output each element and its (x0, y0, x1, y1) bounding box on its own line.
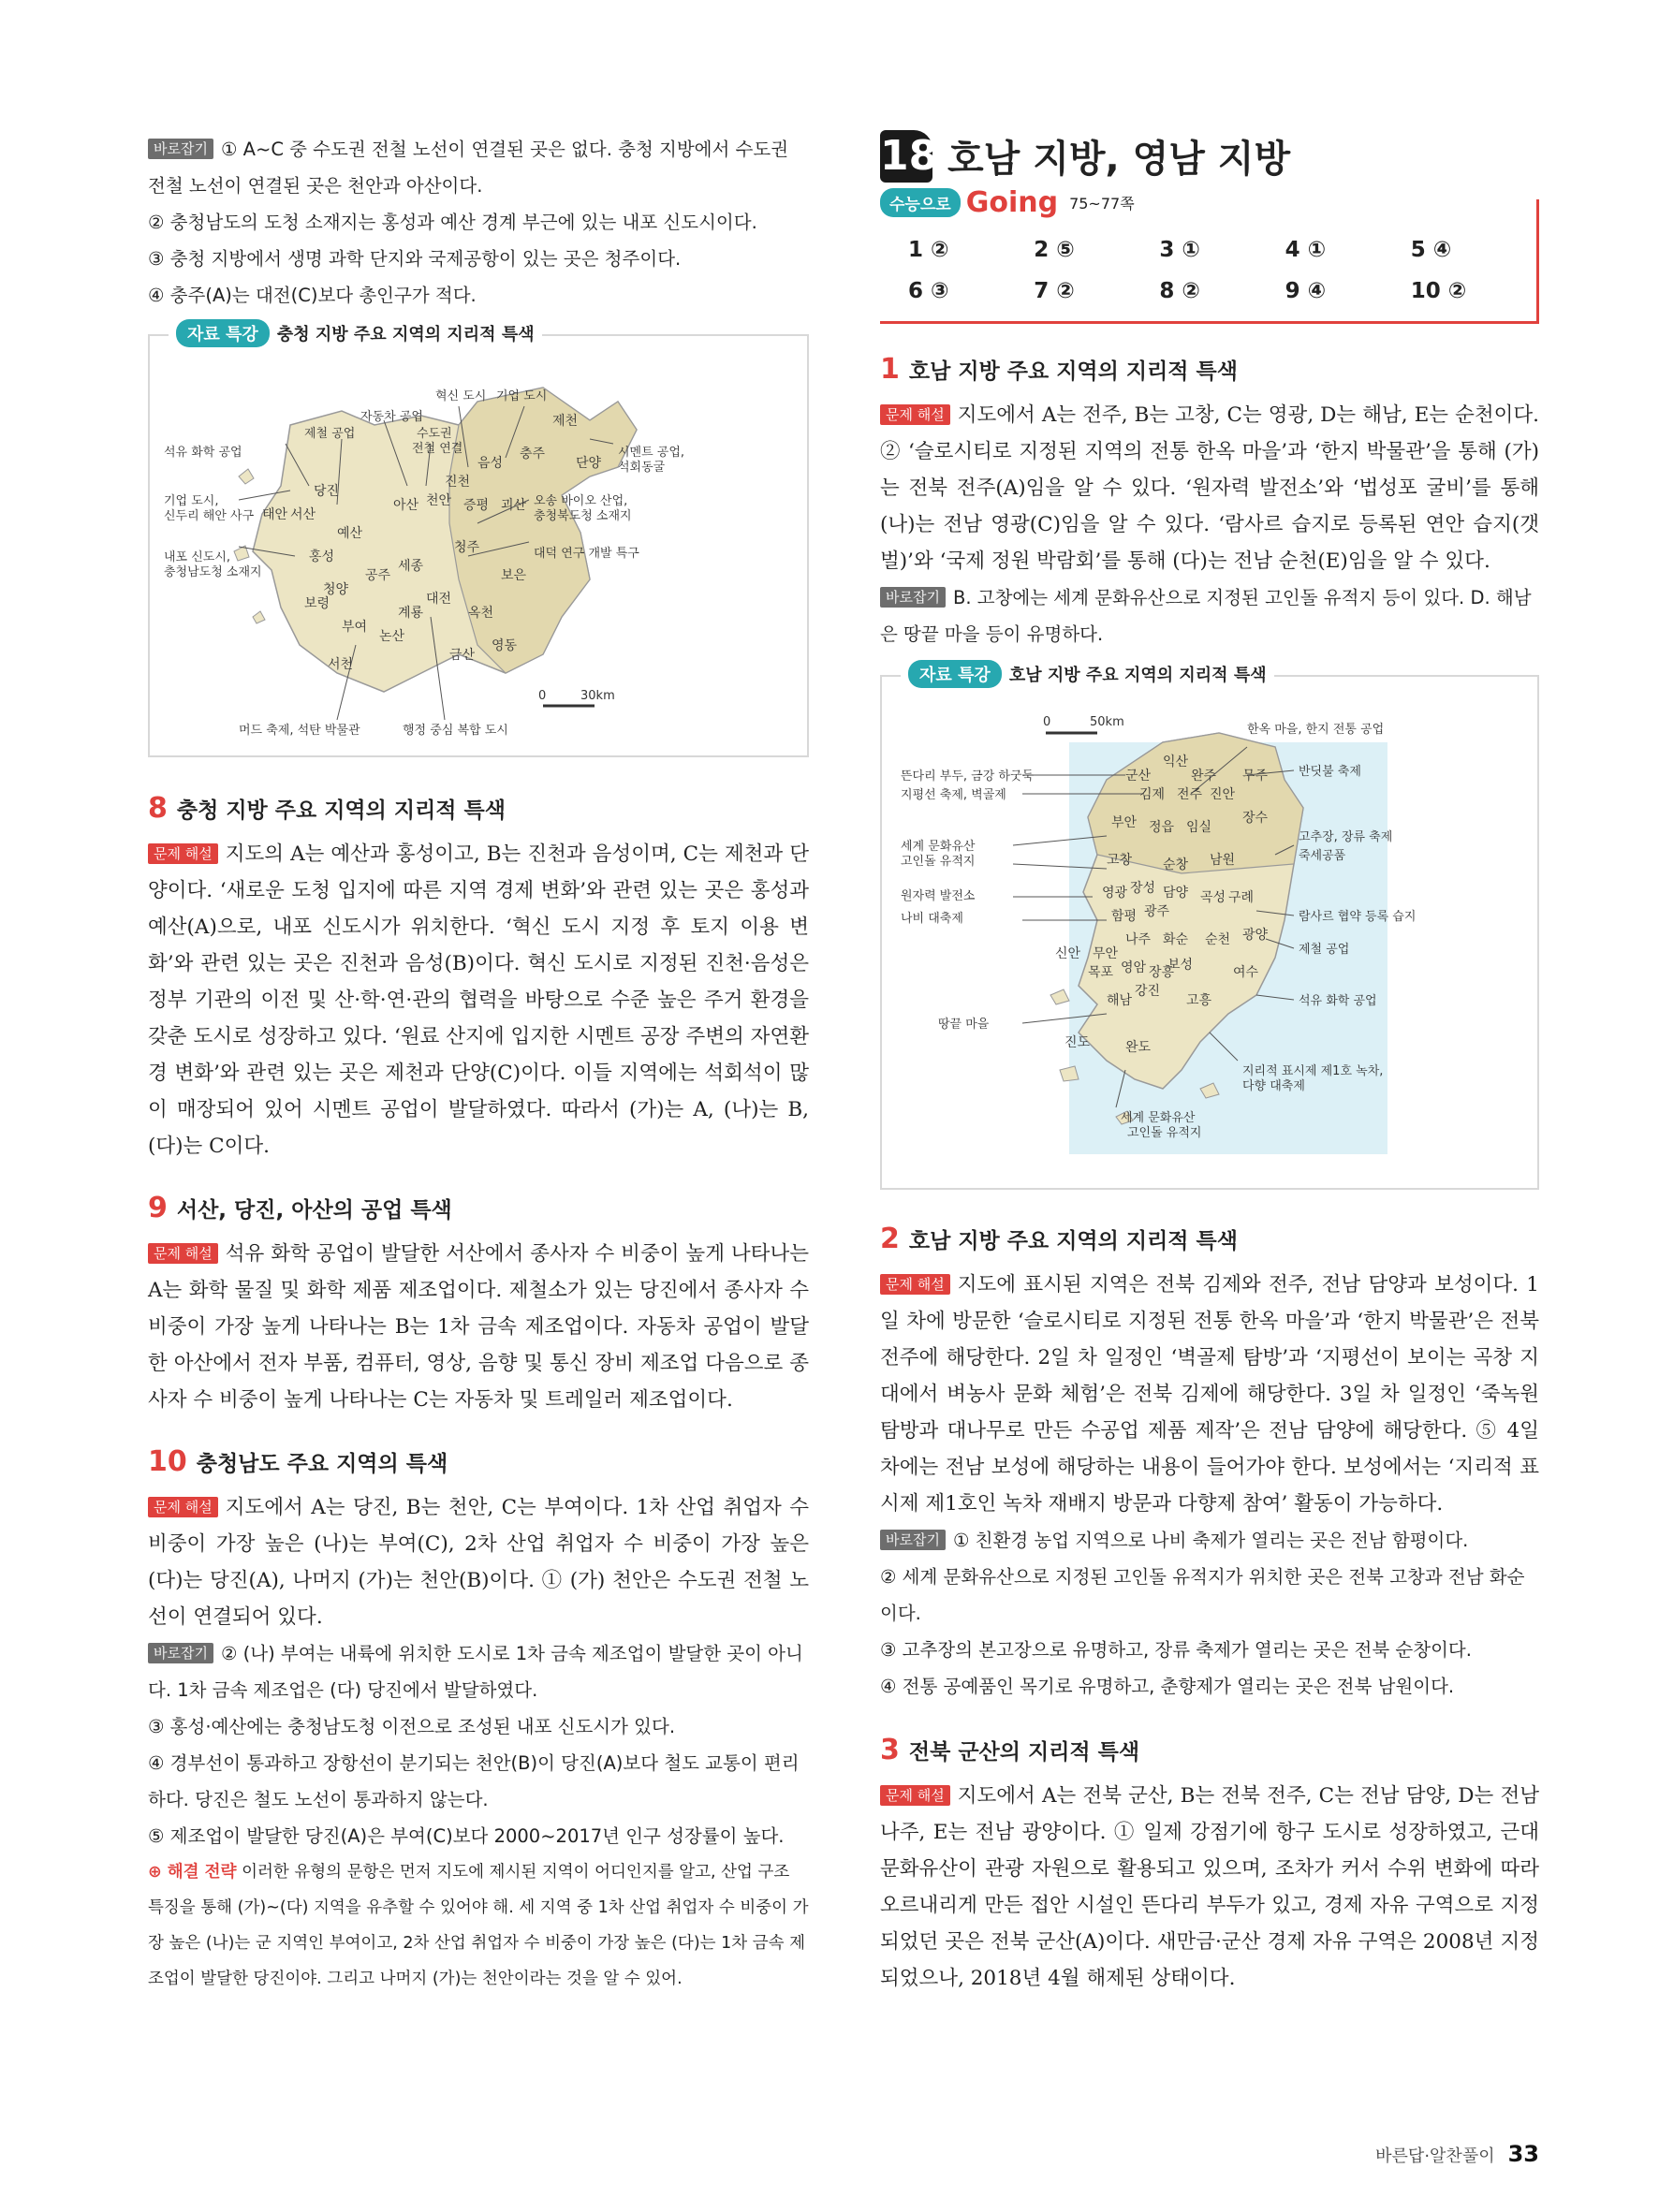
map-label: 다향 대축제 (1242, 1079, 1305, 1093)
unit-header (880, 129, 1539, 183)
city-label: 순창 (1163, 857, 1189, 872)
section-number: 10 (148, 1445, 187, 1478)
answer-item: 9 ④ (1285, 279, 1327, 303)
city-label: 고창 (1107, 853, 1133, 868)
city-label: 영동 (492, 638, 518, 653)
city-label: 함평 (1111, 909, 1138, 924)
section-number: 8 (148, 792, 168, 825)
section-number: 2 (880, 1223, 900, 1255)
city-label: 충주 (520, 447, 546, 461)
city-label: 김제 (1139, 787, 1166, 802)
city-label: 논산 (379, 629, 405, 644)
city-label: 완주 (1191, 769, 1217, 784)
map-label: 대덕 연구 개발 특구 (534, 547, 639, 561)
section-title: 충청 지방 주요 지역의 지리적 특색 (176, 798, 506, 823)
map-label: 수도권 (417, 427, 452, 441)
city-label: 청주 (454, 540, 480, 555)
section-number: 3 (880, 1734, 900, 1766)
city-label: 무주 (1242, 769, 1269, 784)
chungcheong-map-panel (148, 325, 809, 757)
map-label: 람사르 협약 등록 습지 (1299, 910, 1417, 924)
answer-item: 7 ② (1034, 279, 1075, 303)
note-line: ① 친환경 농업 지역으로 나비 축제가 열리는 곳은 전남 함평이다. (952, 1530, 1469, 1551)
page-number: 33 (1507, 2141, 1539, 2167)
material-tag: 자료 특강 (908, 660, 1002, 688)
city-label: 세종 (398, 559, 424, 574)
map-label: 원자력 발전소 (901, 889, 976, 903)
city-label: 옥천 (468, 606, 494, 621)
city-label: 남원 (1210, 853, 1236, 868)
city-label: 예산 (337, 526, 363, 541)
city-label: 광양 (1242, 928, 1269, 943)
answer-grid (880, 231, 1536, 310)
answer-item: 10 ② (1410, 279, 1467, 303)
answer-item: 4 ① (1285, 238, 1327, 262)
city-label: 부여 (342, 620, 368, 635)
city-label: 나주 (1125, 932, 1152, 947)
city-label: 금산 (449, 648, 476, 663)
city-label: 장수 (1242, 811, 1269, 826)
city-label: 구례 (1228, 890, 1255, 905)
section-body: 지도의 A는 예산과 홍성이고, B는 진천과 음성이며, C는 제천과 단양이다. ‘새로운 도청 입지에 따른 지역 경제 변화’와 관련 있는 곳은 홍성과 예산(A)으로, 내포 신도시가 위치한다. ‘혁신 도시 지정 후 토지 이용 변화’와 관련 있는 곳은 진천과 음성(B)이다. 혁신 도시로 지정된 진천·음성은 정부 기관의 이전 및 산·학·연·관의 협력을 바탕으로 수준 높은 주거 환경을 갖춘 도시로 성장하고 있다. ‘원료 산지에 입지한 시멘트 공장 주변의 자연환경 변화’와 관련 있는 곳은 제천과 단양(C)이다. 이들 지역에는 석회석이 많이 매장되어 있어 시멘트 공업이 발달하였다. 따라서 (가)는 A, (나)는 B, (다)는 C이다. (148, 842, 809, 1158)
map-label: 0 (538, 689, 547, 703)
city-label: 신안 (1055, 946, 1081, 961)
section-number: 1 (880, 353, 900, 386)
city-label: 공주 (365, 568, 391, 583)
note-line: ④ 충주(A)는 대전(C)보다 총인구가 적다. (148, 285, 477, 306)
right-column (880, 129, 1539, 1997)
city-label: 태안 (262, 507, 288, 522)
city-label: 임실 (1186, 820, 1212, 835)
map-label: 땅끝 마을 (938, 1018, 990, 1032)
map-label: 세계 문화유산 (901, 840, 976, 854)
map-label: 신두리 해안 사구 (164, 509, 255, 523)
map-label: 한옥 마을, 한지 전통 공업 (1247, 723, 1385, 737)
city-label: 고흥 (1186, 993, 1212, 1008)
city-label: 당진 (314, 484, 340, 499)
city-label: 보성 (1167, 958, 1194, 973)
note-line: ② 충청남도의 도청 소재지는 홍성과 예산 경계 부근에 있는 내포 신도시이다. (148, 212, 757, 233)
section-r3 (880, 1733, 1539, 1997)
map-label: 세계 문화유산 (1121, 1111, 1196, 1125)
city-label: 홍성 (309, 549, 335, 564)
answer-item: 3 ① (1159, 238, 1200, 262)
map-label: 반딧불 축제 (1299, 765, 1361, 779)
section-title: 충청남도 주요 지역의 특색 (196, 1452, 448, 1476)
city-label: 광주 (1144, 904, 1170, 919)
unit-title: 호남 지방, 영남 지방 (947, 138, 1291, 181)
city-label: 완도 (1125, 1040, 1152, 1055)
city-label: 괴산 (501, 498, 527, 513)
city-label: 대전 (426, 592, 452, 607)
material-tag: 자료 특강 (176, 319, 270, 347)
note-line: ③ 고추장의 본고장으로 유명하고, 장류 축제가 열리는 곳은 전북 순창이다. (880, 1639, 1472, 1661)
city-label: 장성 (1130, 881, 1156, 896)
city-label: 음성 (477, 456, 504, 471)
city-label: 청양 (323, 582, 349, 597)
note-line: ④ 전통 공예품인 목기로 유명하고, 춘향제가 열리는 곳은 전북 남원이다. (880, 1676, 1455, 1697)
map-label: 오송 바이오 산업, (534, 494, 628, 508)
city-label: 서산 (290, 507, 316, 522)
map-label: 제철 공업 (1299, 943, 1350, 957)
section-body: 지도에서 A는 전북 군산, B는 전북 전주, C는 전남 담양, D는 전남 나주, E는 전남 광양이다. ① 일제 강점기에 항구 도시로 성장하였고, 근대 문화유산이 관광 자원으로 활용되고 있으며, 조차가 커서 수위 변화에 따라 오르내리게 만든 접안 시설인 뜬다리 부두가 있고, 경제 자유 구역으로 지정되었던 곳은 전북 군산(A)이다. 새만금·군산 경제 자유 구역은 2008년 지정되었으나, 2018년 4월 해제된 상태이다. (880, 1784, 1539, 1990)
section-title: 전북 군산의 지리적 특색 (908, 1740, 1140, 1765)
chungbuk-shade (449, 388, 637, 673)
answer-item: 5 ④ (1410, 238, 1452, 262)
city-label: 아산 (393, 498, 419, 513)
section-number: 9 (148, 1192, 168, 1224)
chungcheong-map (150, 336, 807, 752)
answer-item: 1 ② (908, 238, 949, 262)
correction-tag: 바로잡기 (148, 1643, 213, 1663)
city-label: 제천 (552, 414, 579, 429)
map-title: 충청 지방 주요 지역의 지리적 특색 (276, 325, 535, 344)
map-title: 호남 지방 주요 지역의 지리적 특색 (1008, 666, 1267, 685)
city-label: 진도 (1064, 1035, 1091, 1050)
note-line: ③ 홍성·예산에는 충청남도청 이전으로 조성된 내포 신도시가 있다. (148, 1716, 676, 1737)
explanation-tag: 문제 해설 (148, 1497, 218, 1517)
map-label: 전철 연결 (412, 442, 463, 456)
explanation-tag: 문제 해설 (880, 404, 950, 425)
city-label: 순천 (1205, 932, 1231, 947)
map-label: 뜬다리 부두, 금강 하굿둑 (901, 769, 1035, 784)
map-label: 고인돌 유적지 (901, 855, 976, 869)
map-label: 충청북도청 소재지 (534, 509, 632, 523)
explanation-tag: 문제 해설 (148, 843, 218, 864)
map-label: 내포 신도시, (164, 550, 231, 564)
section-r1 (880, 352, 1539, 652)
answer-item: 8 ② (1159, 279, 1200, 303)
strategy-text: 이러한 유형의 문항은 먼저 지도에 제시된 지역이 어디인지를 알고, 산업 구조 특징을 통해 (가)~(다) 지역을 유추할 수 있어야 해. 세 지역 중 1차 산업 취업자 수 비중이 가장 높은 (나)는 군 지역인 부여이고, 2차 산업 취업자 수 비중이 가장 높은 (다)는 1차 금속 제조업이 발달한 당진이야. 그리고 나머지 (가)는 천안이라는 것을 알 수 있어. (148, 1863, 809, 1988)
map-label: 고추장, 장류 축제 (1299, 830, 1393, 844)
city-label: 강진 (1135, 984, 1161, 999)
city-label: 부안 (1111, 815, 1138, 830)
city-label: 익산 (1163, 754, 1189, 769)
page-footer (1375, 2141, 1539, 2167)
city-label: 서천 (328, 657, 354, 672)
honam-map-panel (880, 666, 1539, 1190)
note-line: ⑤ 제조업이 발달한 당진(A)은 부여(C)보다 2000~2017년 인구 성장률이 높다. (148, 1825, 785, 1847)
city-label: 군산 (1125, 769, 1152, 784)
solution-strategy: ⊕ 해결 전략 이러한 유형의 문항은 먼저 지도에 제시된 지역이 어디인지를 알고, 산업 구조 특징을 통해 (가)~(다) 지역을 유추할 수 있어야 해. 세 지역 중 1차 산업 취업자 수 비중이 가장 높은 (나)는 군 지역인 부여이고, 2차 산업 취업자 수 비중이 가장 높은 (다)는 1차 금속 제조업이 발달한 당진이야. 그리고 나머지 (가)는 천안이라는 것을 알 수 있어. (148, 1863, 809, 1988)
correction-tag: 바로잡기 (148, 139, 213, 159)
map-label: 0 (1043, 715, 1051, 729)
map-label: 나비 대축제 (901, 912, 963, 926)
map-label: 죽세공품 (1299, 849, 1346, 863)
city-label: 여수 (1233, 965, 1259, 980)
city-label: 진안 (1210, 787, 1236, 802)
answer-item: 2 ⑤ (1034, 238, 1075, 262)
explanation-tag: 문제 해설 (880, 1274, 950, 1295)
map-label: 고인돌 유적지 (1127, 1126, 1202, 1140)
city-label: 장흥 (1149, 965, 1175, 980)
city-label: 천안 (426, 493, 452, 508)
city-label: 보령 (304, 596, 330, 611)
map-label: 석회동굴 (618, 461, 666, 475)
answer-item: 6 ③ (908, 279, 949, 303)
city-label: 정읍 (1149, 820, 1175, 835)
section-r2 (880, 1222, 1539, 1705)
city-label: 해남 (1107, 993, 1133, 1008)
map-label: 충청남도청 소재지 (164, 565, 262, 579)
honam-map (882, 677, 1537, 1184)
map-label: 자동차 공업 (360, 410, 423, 424)
note-line: ③ 충청 지방에서 생명 과학 단지와 국제공항이 있는 곳은 청주이다. (148, 248, 682, 270)
map-label: 지리적 표시제 제1호 녹차, (1242, 1064, 1384, 1078)
map-label: 기업 도시, (164, 494, 219, 508)
left-column (148, 131, 809, 1997)
city-label: 담양 (1163, 886, 1189, 901)
section-9 (148, 1191, 809, 1418)
note-line: ② 세계 문화유산으로 지정된 고인돌 유적지가 위치한 곳은 전북 고창과 전남 화순이다. (880, 1566, 1525, 1624)
map-label: 시멘트 공업, (618, 446, 685, 460)
city-label: 보은 (501, 568, 527, 583)
note-line: ④ 경부선이 통과하고 장항선이 분기되는 천안(B)이 당진(A)보다 철도 교통이 편리하다. 당진은 철도 노선이 통과하지 않는다. (148, 1752, 800, 1810)
section-body: 지도에서 A는 전주, B는 고창, C는 영광, D는 해남, E는 순천이다. ② ‘슬로시티로 지정된 지역의 전통 한옥 마을’과 ‘한지 박물관’을 통해 (가)는 전북 전주(A)임을 알 수 있다. ‘원자력 발전소’와 ‘법성포 굴비’를 통해 (나)는 전남 영광(C)임을 알 수 있다. ‘람사르 습지로 등록된 연안 습지(갯벌)’와 ‘국제 정원 박람회’를 통해 (다)는 전남 순천(E)임을 알 수 있다. (880, 403, 1539, 573)
note-line: ② (나) 부여는 내륙에 위치한 도시로 1차 금속 제조업이 발달한 곳이 아니다. 1차 금속 제조업은 (다) 당진에서 발달하였다. (148, 1643, 803, 1701)
section-title: 호남 지방 주요 지역의 지리적 특색 (908, 1229, 1238, 1253)
city-label: 곡성 (1200, 890, 1226, 905)
map-label: 지평선 축제, 벽골제 (901, 788, 1006, 802)
map-label: 석유 화학 공업 (164, 446, 242, 460)
city-label: 무안 (1093, 946, 1119, 961)
explanation-tag: 문제 해설 (148, 1243, 218, 1264)
city-label: 전주 (1177, 787, 1203, 802)
going-label: 수능으로 Going 75~77쪽 (880, 186, 1135, 219)
map-label: 혁신 도시 (435, 389, 487, 403)
map-label: 제철 공업 (304, 427, 356, 441)
city-label: 계룡 (398, 606, 424, 621)
map-label: 석유 화학 공업 (1299, 994, 1377, 1008)
city-label: 화순 (1163, 932, 1189, 947)
map-label: 머드 축제, 석탄 박물관 (239, 724, 360, 738)
city-label: 목포 (1088, 965, 1114, 980)
correction-tag: 바로잡기 (880, 1530, 946, 1550)
strategy-label: 해결 전략 (167, 1863, 237, 1882)
city-label: 단양 (576, 456, 602, 471)
note-line: ① A~C 중 수도권 전철 노선이 연결된 곳은 없다. 충청 지방에서 수도권 전철 노선이 연결된 곳은 천안과 아산이다. (148, 139, 789, 197)
map-label: 행정 중심 복합 도시 (403, 724, 508, 738)
section-body: 지도에서 A는 당진, B는 천안, C는 부여이다. 1차 산업 취업자 수 비중이 가장 높은 (나)는 부여(C), 2차 산업 취업자 수 비중이 가장 높은 (다)는 당진(A), 나머지 (가)는 천안(B)이다. ① (가) 천안은 수도권 전철 노선이 연결되어 있다. (148, 1496, 809, 1629)
answer-key-box (880, 186, 1539, 324)
unit-number: 18 (880, 130, 932, 183)
section-10 (148, 1444, 809, 1997)
section-body: 지도에 표시된 지역은 전북 김제와 전주, 전남 담양과 보성이다. 1일 차에 방문한 ‘슬로시티로 지정된 전통 한옥 마을’과 ‘한지 박물관’은 전북 전주에 해당한다. 2일 차 일정인 ‘벽골제 탐방’과 ‘지평선이 보이는 곡창 지대에서 벼농사 문화 체험’은 전북 김제에 해당한다. 3일 차 일정인 ‘죽녹원 탐방과 대나무로 만든 수공업 제품 제작’은 전남 담양에 해당한다. ⑤ 4일 차에는 전남 보성에 해당하는 내용이 들어가야 한다. 보성에서는 ‘지리적 표시제 제1호인 녹차 재배지 방문과 다향제 참여’ 활동이 가능하다. (880, 1273, 1539, 1516)
top-correction-note (148, 131, 809, 314)
explanation-tag: 문제 해설 (880, 1785, 950, 1806)
section-body: 석유 화학 공업이 발달한 서산에서 종사자 수 비중이 높게 나타나는 A는 화학 물질 및 화학 제품 제조업이다. 제철소가 있는 당진에서 종사자 수 비중이 가장 높게 나타나는 B는 1차 금속 제조업이다. 자동차 공업이 발달한 아산에서 전자 부품, 컴퓨터, 영상, 음향 및 통신 장비 제조업 다음으로 종사자 수 비중이 높게 나타나는 C는 자동차 및 트레일러 제조업이다. (148, 1242, 809, 1412)
section-title: 서산, 당진, 아산의 공업 특색 (176, 1198, 452, 1223)
city-label: 영암 (1121, 960, 1147, 975)
section-title: 호남 지방 주요 지역의 지리적 특색 (908, 359, 1238, 384)
section-8 (148, 791, 809, 1165)
map-label: 기업 도시 (496, 389, 548, 403)
map-label: 50km (1090, 715, 1124, 729)
city-label: 영광 (1102, 886, 1128, 901)
footer-label: 바른답·알찬풀이 (1375, 2146, 1495, 2166)
city-label: 증평 (463, 498, 490, 513)
map-label: 30km (580, 689, 615, 703)
correction-tag: 바로잡기 (880, 587, 946, 608)
note-line: B. 고창에는 세계 문화유산으로 지정된 고인돌 유적지 등이 있다. D. 해남은 땅끝 마을 등이 유명하다. (880, 587, 1532, 645)
city-label: 진천 (445, 475, 471, 490)
